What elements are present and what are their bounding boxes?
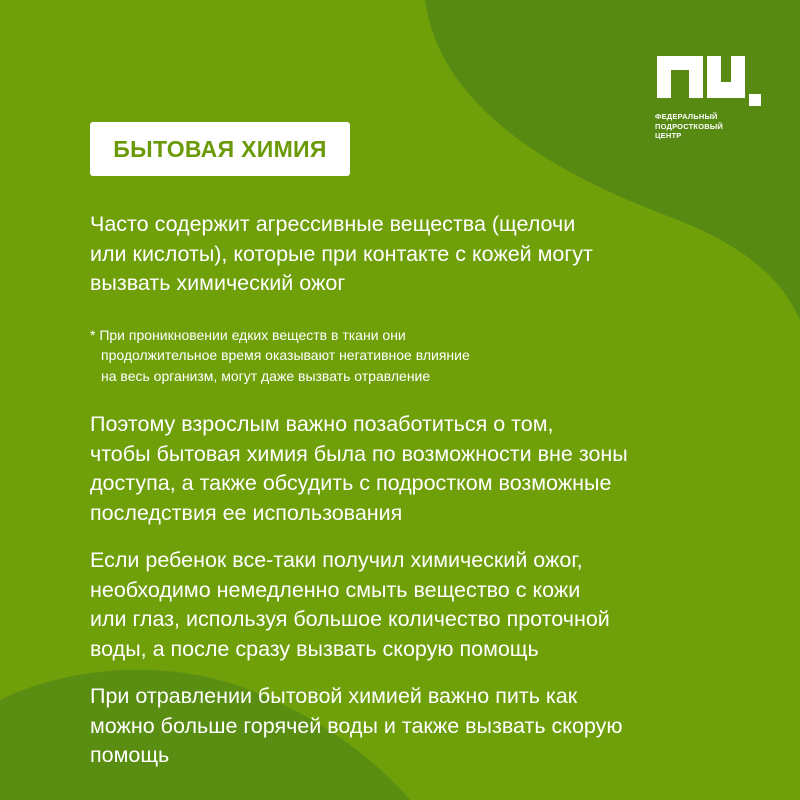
- text-line: чтобы бытовая химия была по возможности вне зоны: [90, 441, 628, 466]
- text-line: продолжительное время оказывают негативное влияние: [101, 347, 470, 363]
- title-badge: [90, 122, 350, 176]
- text-line: необходимо немедленно смыть вещество с кожи: [90, 577, 581, 602]
- footnote: [90, 325, 750, 387]
- paragraph-3: [90, 546, 750, 664]
- content: [90, 210, 750, 771]
- text-line: Часто содержит агрессивные вещества (щелочи: [90, 212, 576, 236]
- logo-line: ЦЕНТР: [655, 131, 682, 140]
- logo-text: [655, 112, 765, 141]
- paragraph-4: [90, 682, 750, 771]
- text-line: на весь организм, могут даже вызвать отравление: [101, 367, 431, 384]
- text-line: можно больше горячей воды и также вызвать скорую: [90, 713, 623, 738]
- text-line: Если ребенок все-таки получил химический ожог,: [90, 548, 583, 572]
- text-line: воды, а после сразу вызвать скорую помощь: [90, 636, 539, 661]
- text-line: помощь: [90, 743, 170, 767]
- paragraph-1: [90, 210, 750, 299]
- logo-line: ПОДРОСТКОВЫЙ: [655, 121, 723, 131]
- text-line: или глаз, используя большое количество проточной: [90, 607, 610, 631]
- text-line: или кислоты), которые при контакте с кожей могут: [90, 241, 593, 266]
- logo-line: ФЕДЕРАЛЬНЫЙ: [655, 112, 718, 121]
- text-line: доступа, а также обсудить с подростком возможные: [90, 471, 612, 495]
- page-title: БЫТОВАЯ ХИМИЯ: [113, 135, 327, 162]
- text-line: * При проникновении едких веществ в ткани они: [90, 326, 406, 343]
- text-line: Поэтому взрослым важно позаботиться о том,: [90, 412, 554, 436]
- text-line: последствия ее использования: [90, 500, 403, 525]
- text-line: вызвать химический ожог: [90, 271, 346, 295]
- paragraph-2: [90, 410, 750, 528]
- logo-mark-icon: [655, 52, 763, 108]
- brand-logo: [655, 52, 775, 141]
- text-line: При отравлении бытовой химией важно пить как: [90, 684, 578, 708]
